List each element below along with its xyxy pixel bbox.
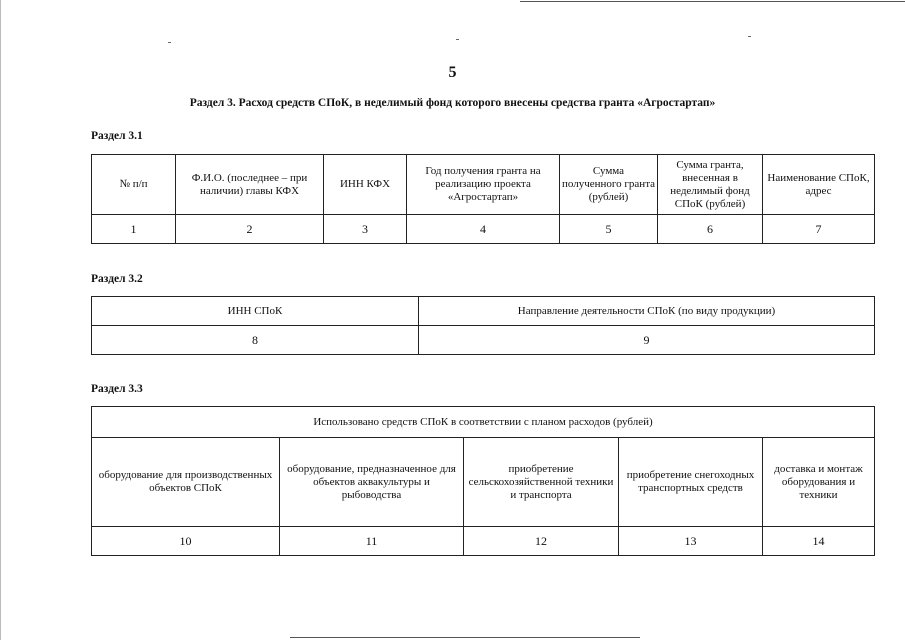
section-3-3-label: Раздел 3.3 (91, 383, 143, 395)
column-number-row (92, 215, 875, 244)
column-number-cell: 1 (92, 215, 176, 244)
header-cell: № п/п (92, 155, 176, 215)
section-3-1-label: Раздел 3.1 (91, 130, 143, 142)
table-header-row (92, 438, 875, 527)
table-header-row (92, 297, 875, 326)
column-number-cell: 7 (763, 215, 875, 244)
group-header-cell: Использовано средств СПоК в соответствии с планом расходов (рублей) (92, 407, 875, 438)
section-3-1-table (91, 154, 875, 244)
table-group-header-row (92, 407, 875, 438)
column-number-cell: 6 (658, 215, 763, 244)
header-cell: Сумма полученного гранта (рублей) (560, 155, 658, 215)
column-number-row (92, 326, 875, 355)
header-cell: Год получения гранта на реализацию проекта «Агростартап» (407, 155, 560, 215)
scan-speck (168, 42, 171, 43)
page-number: 5 (448, 64, 457, 81)
column-number-cell: 2 (176, 215, 324, 244)
document-title: Раздел 3. Расход средств СПоК, в неделимый фонд которого внесены средства гранта «Агростартап» (189, 97, 716, 109)
column-number-cell: 12 (464, 527, 619, 556)
header-cell: оборудование, предназначенное для объектов аквакультуры и рыбоводства (280, 438, 464, 527)
section-3-2-table (91, 296, 875, 355)
section-3-2-label: Раздел 3.2 (91, 273, 143, 285)
scan-speck (748, 36, 751, 37)
column-number-row (92, 527, 875, 556)
header-cell: ИНН КФХ (324, 155, 407, 215)
scan-artifact-line (290, 637, 640, 638)
column-number-cell: 5 (560, 215, 658, 244)
header-cell: доставка и монтаж оборудования и техники (763, 438, 875, 527)
column-number-cell: 11 (280, 527, 464, 556)
header-cell: приобретение сельскохозяйственной техники и транспорта (464, 438, 619, 527)
column-number-cell: 10 (92, 527, 280, 556)
column-number-cell: 3 (324, 215, 407, 244)
header-cell: Наименование СПоК, адрес (763, 155, 875, 215)
column-number-cell: 14 (763, 527, 875, 556)
section-3-3-table (91, 406, 875, 556)
header-cell: Направление деятельности СПоК (по виду продукции) (419, 297, 875, 326)
header-cell: ИНН СПоК (92, 297, 419, 326)
header-cell: оборудование для производственных объектов СПоК (92, 438, 280, 527)
column-number-cell: 8 (92, 326, 419, 355)
column-number-cell: 9 (419, 326, 875, 355)
table-header-row (92, 155, 875, 215)
header-cell: Ф.И.О. (последнее – при наличии) главы КФХ (176, 155, 324, 215)
header-cell: Сумма гранта, внесенная в неделимый фонд СПоК (рублей) (658, 155, 763, 215)
header-cell: приобретение снегоходных транспортных средств (619, 438, 763, 527)
scan-speck (456, 39, 459, 40)
column-number-cell: 4 (407, 215, 560, 244)
scan-edge (0, 0, 1, 640)
scan-artifact-line (520, 1, 905, 2)
column-number-cell: 13 (619, 527, 763, 556)
